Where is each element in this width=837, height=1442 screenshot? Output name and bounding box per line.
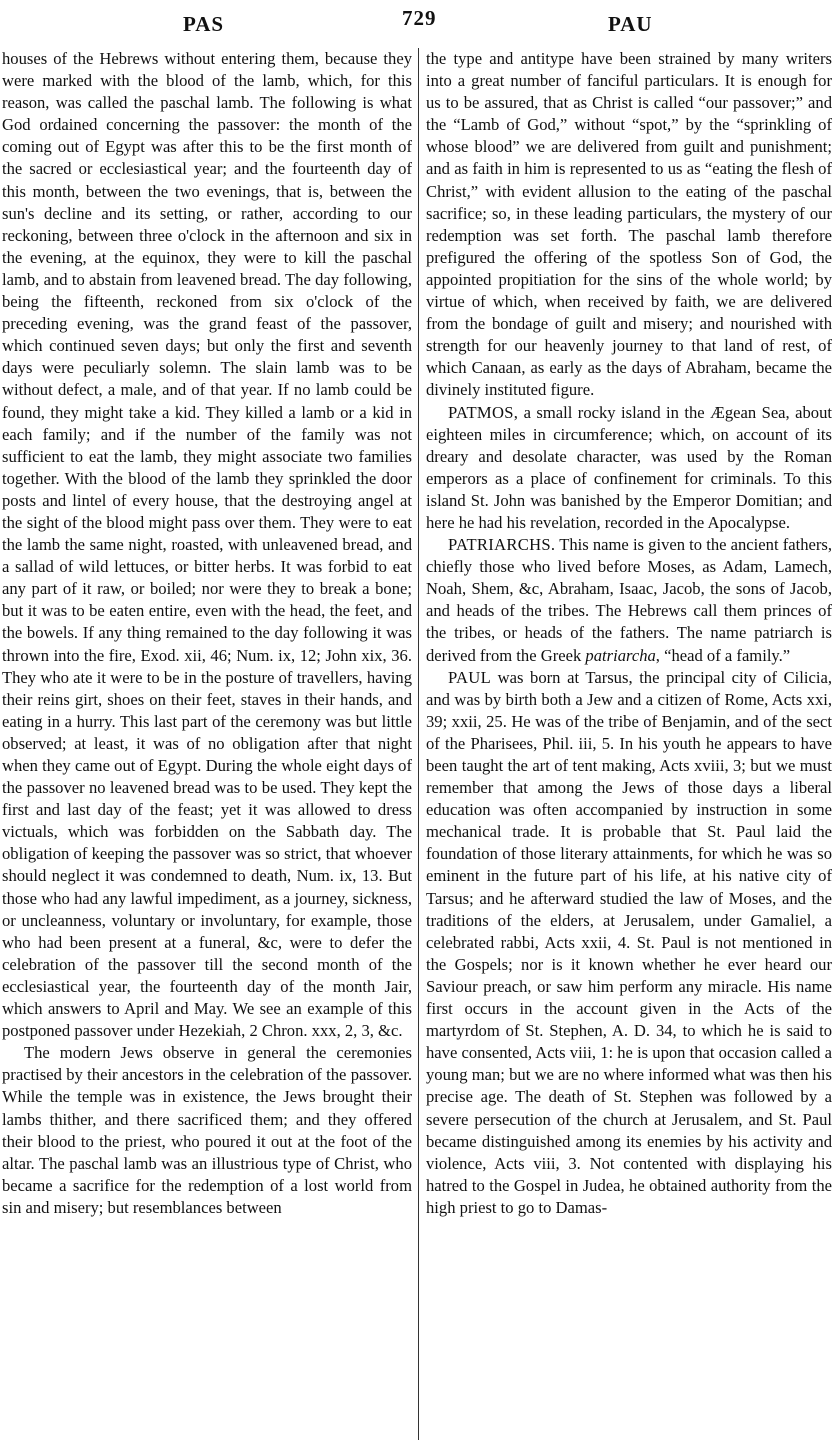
entry-body-patmos: a small rocky island in the Ægean Sea, about eighteen miles in circumference; which, on account of its dreary and desolate character, was used by the Roman emperors as a place of confinement for criminals. To this island St. John was banished by the Emperor Domitian; and here he had his revelation, recorded in the Apocalypse. — [426, 402, 832, 532]
page-number: 729 — [402, 6, 437, 30]
entry-body-paul: was born at Tarsus, the principal city of Cilicia, and was by birth both a Jew and a citizen of Rome, Acts xxi, 39; xxii, 25. He was of the tribe of Benjamin, and of the sect of the Pharisees, Phil. iii, 5. In his youth he appears to have been taught the art of tent making, Acts xviii, 3; but we must remember that among the Jews of those days a liberal education was often accompanied by instruction in some mechanical trade. It is probable that St. Paul laid the foundation of those literary attainments, for which he was so eminent in the future part of his life, at his native city of Tarsus; and he afterward studied the law of Moses, and the traditions of the elders, at Jerusalem, under Gamaliel, a celebrated rabbi, Acts xxii, 4. St. Paul is not mentioned in the Gospels; nor is it known whether he ever heard our Saviour preach, or saw him perform any miracle. His name first occurs in the account given in the Acts of the martyrdom of St. Stephen, A. D. 34, to which he is said to have consented, Acts viii, 1: he is upon that occasion called a young man; but we are no where informed what was then his precise age. The death of St. Stephen was followed by a severe persecution of the church at Jerusalem, and St. Paul became distinguished among its enemies by his activity and violence, Acts viii, 3. Not contented with displaying his hatred to the Gospel in Judea, he obtained authority from the high priest to go to Damas- — [426, 667, 832, 1217]
column-divider — [418, 48, 419, 1440]
entry-headword-paul: PAUL — [448, 667, 492, 687]
right-column — [426, 48, 832, 1438]
entry-patriarchs — [426, 534, 832, 667]
entry-headword-patmos: PATMOS, — [448, 402, 519, 422]
header-left-guide-word: PAS — [183, 12, 225, 36]
entry-body-patriarchs: This name is given to the ancient fathers, chiefly those who lived before Moses, as Adam, Lamech, Noah, Shem, &c, Abraham, Isaac, Jacob, the sons of Jacob, and heads of the tribes. The Hebrews call them princes of the tribes, or heads of the fathers. The name patriarch is derived from the Greek — [426, 535, 832, 665]
paschal-type-paragraph: the type and antitype have been strained by many writers into a great number of fanciful particulars. It is enough for us to be assured, that as Christ is called “our passover;” and the “Lamb of God,” without “spot,” by the “sprinkling of whose blood” we are delivered from guilt and punishment; and as faith in him is represented to us as “eating the flesh of Christ,” with evident allusion to the eating of the paschal sacrifice; so, in these leading particulars, the mystery of our redemption was set forth. The paschal lamb therefore prefigured the offering of the spotless Son of God, the appointed propitiation for the sins of the whole world; by virtue of which, when received by faith, we are delivered from the bondage of guilt and misery; and nourished with strength for our heavenly journey to that land of rest, of which Canaan, as early as the days of Abraham, became the divinely instituted figure. — [426, 49, 832, 400]
left-column — [2, 48, 412, 1438]
running-header — [0, 6, 837, 46]
entry-paul — [426, 667, 832, 1219]
entry-patmos — [426, 402, 832, 535]
passover-continued-paragraph: houses of the Hebrews without entering them, because they were marked with the blood of the lamb, which, for this reason, was called the paschal lamb. The following is what God ordained concerning the passover: the month of the coming out of Egypt was after this to be the first month of the sacred or ecclesiastical year; and the fourteenth day of this month, between the two evenings, that is, between the sun's decline and its setting, or rather, according to our reckoning, between three o'clock in the afternoon and six in the evening, at the equinox, they were to kill the paschal lamb, and to abstain from leavened bread. The day following, being the fifteenth, reckoned from six o'clock of the preceding evening, was the grand feast of the passover, which continued seven days; but only the first and seventh days were peculiarly solemn. The slain lamb was to be without defect, a male, and of that year. If no lamb could be found, they might take a kid. They killed a lamb or a kid in each family; and if the number of the family was not sufficient to eat the lamb, they might associate two families together. With the blood of the lamb they sprinkled the door posts and lintel of every house, that the destroying angel at the sight of the blood might pass over them. They were to eat the lamb the same night, roasted, with unleavened bread, and a sallad of wild lettuces, or bitter herbs. It was forbid to eat any part of it raw, or boiled; nor were they to break a bone; but it was to be eaten entire, even with the head, the feet, and the bowels. If any thing remained to the day following it was thrown into the fire, Exod. xii, 46; Num. ix, 12; John xix, 36. They who ate it were to be in the posture of travellers, having their reins girt, shoes on their feet, staves in their hands, and eating in a hurry. This last part of the ceremony was but little observed; at least, it was of no obligation after that night when they came out of Egypt. During the whole eight days of the passover no leavened bread was to be used. They kept the first and last day of the feast; yet it was allowed to dress victuals, which was forbidden on the Sabbath day. The obligation of keeping the passover was so strict, that whoever should neglect it was condemned to death, Num. ix, 13. But those who had any lawful impediment, as a journey, sickness, or uncleanness, voluntary or involuntary, for example, those who had been present at a funeral, &c, were to defer the celebration of the passover till the second month of the ecclesiastical year, the fourteenth day of the month Jair, which answers to April and May. We see an example of this postponed passover under Hezekiah, 2 Chron. xxx, 2, 3, &c. — [2, 49, 412, 1041]
greek-term: patriarcha — [585, 645, 656, 665]
entry-headword-patriarchs: PATRIARCHS. — [448, 535, 556, 555]
header-right-guide-word: PAU — [608, 12, 653, 36]
entry-body-patriarchs-tail: , “head of a family.” — [655, 645, 791, 665]
modern-jews-paragraph: The modern Jews observe in general the ceremonies practised by their ancestors in the celebration of the passover. While the temple was in existence, the Jews brought their lambs thither, and there sacrificed them; and they offered their blood to the priest, who poured it out at the foot of the altar. The paschal lamb was an illustrious type of Christ, who became a sacrifice for the redemption of a lost world from sin and misery; but resemblances between — [2, 1043, 412, 1217]
